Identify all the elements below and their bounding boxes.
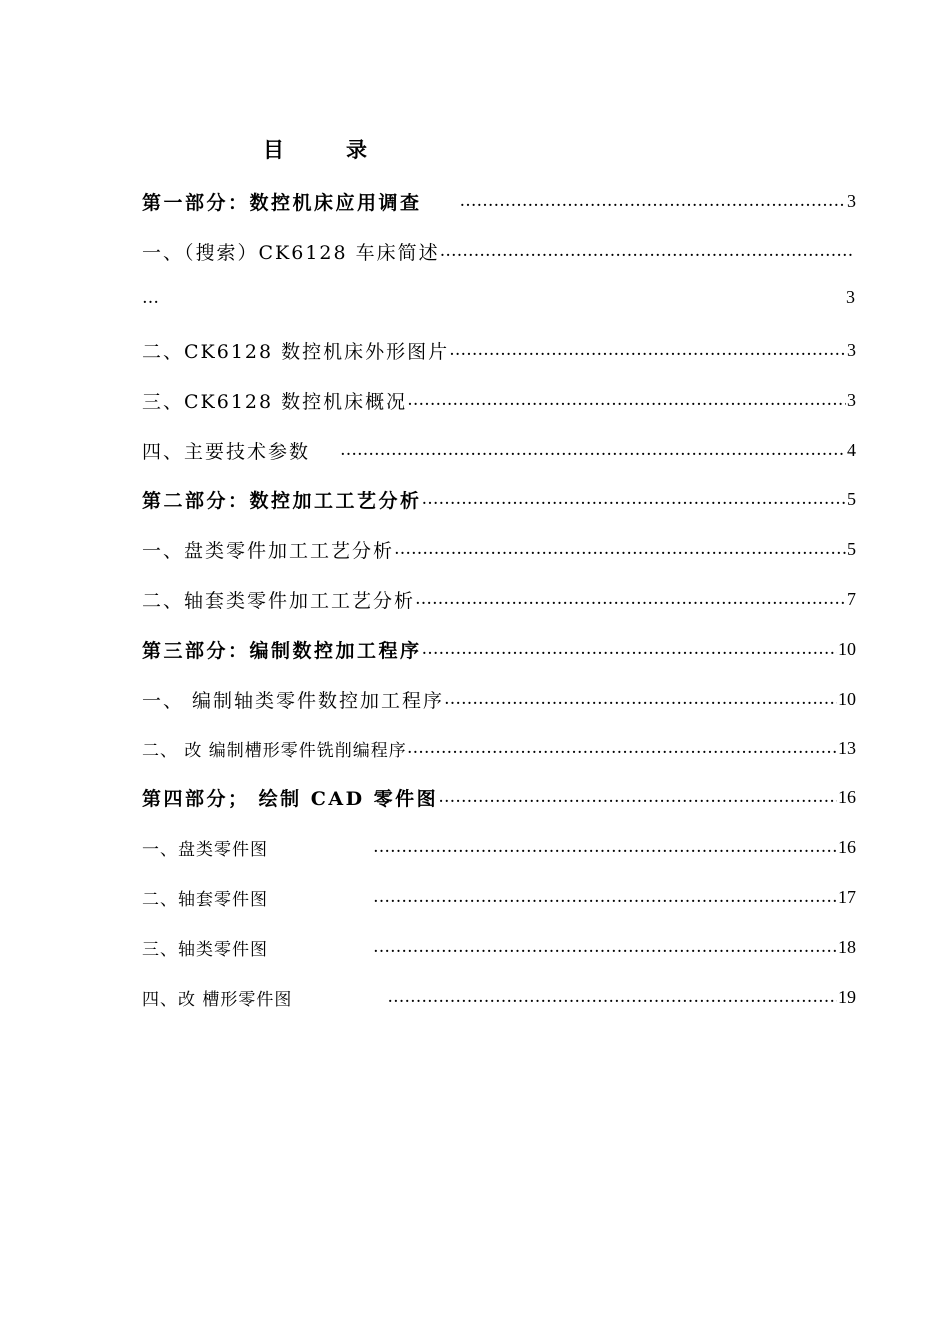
- toc-entry-text: 第二部分：数控加工工艺分析: [142, 489, 422, 512]
- toc-leader-dots: [407, 738, 837, 758]
- toc-leader-dots: [422, 489, 846, 509]
- toc-entry-text: 三、CK6128 数控机床概况: [142, 390, 408, 413]
- toc-entry-page: 3: [847, 339, 856, 360]
- toc-leader-dots: [394, 539, 846, 559]
- toc-entry[interactable]: [142, 932, 856, 962]
- toc-entry-text: 一、（搜索）CK6128 车床简述: [142, 241, 440, 264]
- toc-leader-dots: [415, 589, 846, 609]
- toc-title-right: 录: [346, 137, 367, 162]
- toc-entry[interactable]: [142, 634, 856, 664]
- toc-entry-text: 二、CK6128 数控机床外形图片: [142, 340, 450, 363]
- toc-title-left: 目: [263, 137, 284, 162]
- toc-leader-dots: [373, 937, 837, 957]
- toc-entry-page: 10: [838, 688, 856, 709]
- toc-entry-page: 16: [838, 836, 856, 857]
- toc-entry-text: 第四部分； 绘制 CAD 零件图: [142, 787, 439, 810]
- toc-leader-dots: [440, 241, 855, 261]
- toc-entry[interactable]: [142, 484, 856, 514]
- toc-entry-text: 二、轴套类零件加工工艺分析: [142, 589, 416, 612]
- toc-entry[interactable]: [142, 733, 856, 763]
- toc-leader-dots: [373, 887, 837, 907]
- toc-entry-page: 7: [847, 588, 856, 609]
- toc-entry[interactable]: [142, 335, 856, 365]
- toc-leader-dots: [387, 987, 837, 1007]
- toc-entry-page: 17: [838, 886, 856, 907]
- toc-continuation-page: 3: [846, 287, 855, 307]
- toc-entry-text: 四、改 槽形零件图: [142, 989, 293, 1010]
- toc-entry[interactable]: [142, 832, 856, 862]
- toc-leader-dots: [422, 639, 837, 659]
- toc-entry[interactable]: [142, 684, 856, 714]
- toc-leader-dots: [373, 837, 837, 857]
- toc-entry[interactable]: [142, 882, 856, 912]
- toc-entry-text: 第一部分：数控机床应用调查: [142, 191, 422, 214]
- toc-entry-page: 19: [838, 986, 856, 1007]
- toc-entry-text: 一、 编制轴类零件数控加工程序: [142, 689, 445, 712]
- toc-leader-dots: [340, 440, 846, 460]
- toc-entry[interactable]: [142, 982, 856, 1012]
- toc-continuation-dots: …: [142, 288, 159, 308]
- toc-entry-page: 13: [838, 737, 856, 758]
- toc-title: [263, 134, 367, 164]
- toc-entry-page: 5: [847, 538, 856, 559]
- toc-entry-text: 三、轴类零件图: [142, 939, 268, 960]
- toc-leader-dots: [460, 191, 846, 211]
- toc-entry[interactable]: [142, 385, 856, 415]
- toc-entry-page: 10: [838, 638, 856, 659]
- toc-entry-text: 四、主要技术参数: [142, 440, 311, 463]
- toc-entry[interactable]: [142, 236, 856, 266]
- toc-entry-page: 5: [847, 488, 856, 509]
- toc-entry-page: 16: [838, 786, 856, 807]
- toc-entry[interactable]: [142, 534, 856, 564]
- toc-entry-page: 18: [838, 936, 856, 957]
- toc-entry[interactable]: [142, 186, 856, 216]
- toc-leader-dots: [438, 787, 837, 807]
- toc-leader-dots: [407, 390, 846, 410]
- toc-entry-text: 一、盘类零件加工工艺分析: [142, 539, 395, 562]
- toc-entry-page: 3: [847, 190, 856, 211]
- toc-entry-text: 二、轴套零件图: [142, 889, 268, 910]
- toc-entry[interactable]: [142, 584, 856, 614]
- toc-leader-dots: [449, 340, 846, 360]
- toc-entry-text: 一、盘类零件图: [142, 839, 268, 860]
- toc-entry-text: 二、 改 编制槽形零件铣削编程序: [142, 740, 407, 761]
- toc-entry[interactable]: [142, 782, 856, 812]
- toc-entry[interactable]: [142, 435, 856, 465]
- toc-leader-dots: [444, 689, 837, 709]
- toc-entry-page: 3: [847, 389, 856, 410]
- toc-entry-text: 第三部分：编制数控加工程序: [142, 639, 422, 662]
- toc-entry-page: 4: [847, 439, 856, 460]
